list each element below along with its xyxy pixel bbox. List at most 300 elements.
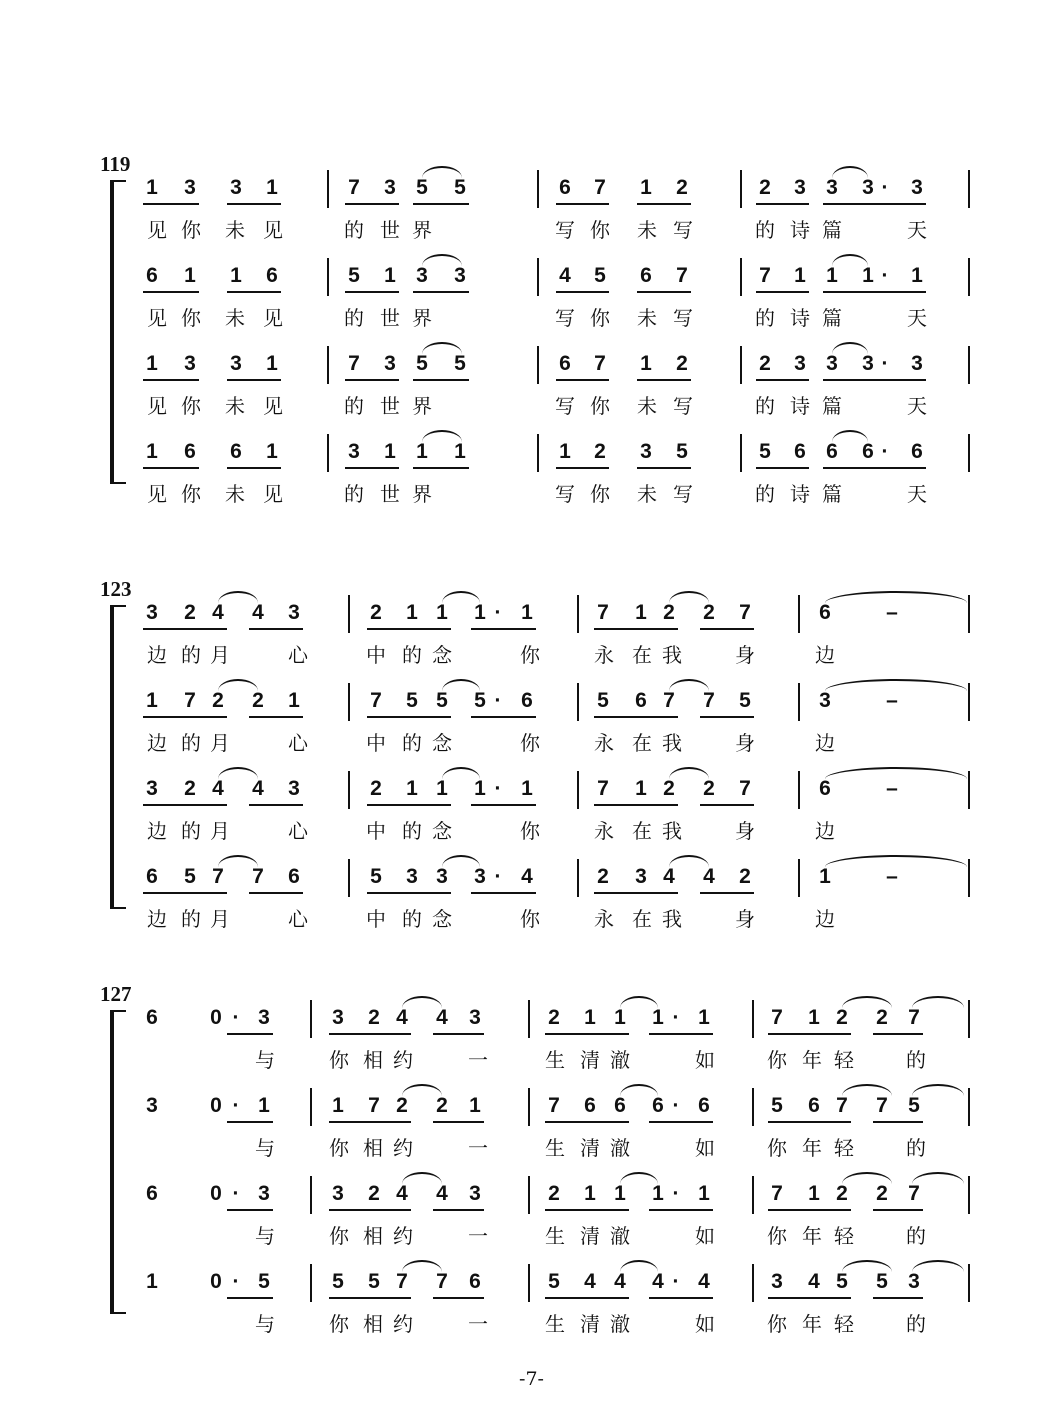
lyric-syllable: 你: [590, 394, 610, 418]
note: 2: [548, 1006, 560, 1029]
beam-underline: [181, 628, 227, 630]
barline: [528, 1176, 530, 1214]
measure-number: 123: [100, 577, 132, 601]
barline: [968, 595, 970, 633]
note: 6: [559, 176, 571, 199]
lyric-syllable: 世: [380, 394, 400, 418]
note: 3: [258, 1006, 270, 1029]
beam-underline: [365, 1209, 411, 1211]
lyric-syllable: 身: [735, 907, 755, 931]
note: 1: [469, 1094, 481, 1117]
lyric-syllable: 生: [545, 1312, 565, 1336]
barline: [798, 771, 800, 809]
note: 2: [597, 865, 609, 888]
beam-underline: [143, 203, 199, 205]
lyric-syllable: 见: [263, 218, 283, 242]
note: 6: [521, 689, 533, 712]
barline: [968, 170, 970, 208]
note: 2: [368, 1182, 380, 1205]
note: 4: [396, 1006, 408, 1029]
note: 5: [258, 1270, 270, 1293]
tie-arc: [832, 342, 868, 354]
tie-arc: [218, 679, 258, 691]
beam-underline: [581, 1033, 629, 1035]
note: 3: [288, 601, 300, 624]
lyric-syllable: 边: [147, 731, 167, 755]
lyric-syllable: 你: [590, 482, 610, 506]
lyric-syllable: 永: [594, 731, 614, 755]
note: 1: [146, 440, 158, 463]
note: 5: [348, 264, 360, 287]
tie-arc: [825, 767, 967, 779]
barline: [537, 346, 539, 384]
note: 1: [384, 264, 396, 287]
lyric-syllable: 一: [468, 1048, 488, 1072]
note: 3: [146, 601, 158, 624]
beam-underline: [227, 1297, 273, 1299]
beam-underline: [556, 379, 609, 381]
lyric-syllable: 世: [380, 218, 400, 242]
lyric-syllable: 界: [412, 482, 432, 506]
lyric-syllable: 与: [255, 1136, 275, 1160]
lyric-syllable: 中: [366, 907, 386, 931]
beam-underline: [700, 804, 754, 806]
lyric-syllable: 你: [329, 1312, 349, 1336]
beam-underline: [632, 804, 678, 806]
note: 4: [212, 777, 224, 800]
barline: [798, 683, 800, 721]
lyric-syllable: 澈: [610, 1312, 630, 1336]
note: ·: [232, 1182, 240, 1205]
barline: [348, 771, 350, 809]
note: ·: [494, 865, 502, 888]
note: 3: [635, 865, 647, 888]
note: 7: [908, 1182, 920, 1205]
note: 6: [652, 1094, 664, 1117]
note: 3: [469, 1006, 481, 1029]
note: 1: [819, 865, 831, 888]
beam-underline: [632, 892, 678, 894]
note: 3: [332, 1006, 344, 1029]
note: 5: [739, 689, 751, 712]
note: 5: [676, 440, 688, 463]
voice-3: [0, 1166, 1063, 1254]
note: 1: [614, 1006, 626, 1029]
note: 6: [794, 440, 806, 463]
note: 6: [614, 1094, 626, 1117]
note: 5: [908, 1094, 920, 1117]
lyric-syllable: 的: [402, 819, 422, 843]
lyric-syllable: 生: [545, 1048, 565, 1072]
note: 1: [406, 601, 418, 624]
lyric-syllable: 年: [802, 1048, 822, 1072]
note: 6: [640, 264, 652, 287]
barline: [752, 1264, 754, 1302]
note: 4: [698, 1270, 710, 1293]
lyric-syllable: 的: [344, 482, 364, 506]
note: ·: [672, 1094, 680, 1117]
lyric-syllable: 如: [695, 1048, 715, 1072]
note: 7: [548, 1094, 560, 1117]
note: 2: [212, 689, 224, 712]
lyric-syllable: 的: [755, 306, 775, 330]
barline: [528, 1264, 530, 1302]
tie-arc: [825, 855, 967, 867]
note: 1: [266, 176, 278, 199]
lyric-syllable: 心: [288, 819, 308, 843]
note: 7: [252, 865, 264, 888]
note: 2: [548, 1182, 560, 1205]
tie-arc: [402, 996, 442, 1008]
lyric-syllable: 生: [545, 1136, 565, 1160]
note: 3: [332, 1182, 344, 1205]
lyric-syllable: 你: [329, 1048, 349, 1072]
barline: [798, 859, 800, 897]
lyric-syllable: 相: [363, 1048, 383, 1072]
tie-arc: [402, 1084, 442, 1096]
note: 7: [759, 264, 771, 287]
lyric-syllable: 轻: [834, 1048, 854, 1072]
lyric-syllable: 如: [695, 1312, 715, 1336]
note: 1: [258, 1094, 270, 1117]
lyric-syllable: 边: [147, 643, 167, 667]
beam-underline: [756, 379, 809, 381]
beam-underline: [805, 1033, 851, 1035]
voice-2: [0, 1078, 1063, 1166]
lyric-syllable: 见: [147, 394, 167, 418]
barline: [968, 434, 970, 472]
lyric-syllable: 的: [402, 731, 422, 755]
tie-arc: [620, 1172, 658, 1184]
tie-arc: [842, 1172, 892, 1184]
note: 5: [836, 1270, 848, 1293]
lyric-syllable: 的: [755, 218, 775, 242]
barline: [968, 1000, 970, 1038]
note: 7: [396, 1270, 408, 1293]
note: 1: [332, 1094, 344, 1117]
beam-underline: [649, 1033, 713, 1035]
note: 7: [663, 689, 675, 712]
lyric-syllable: 你: [520, 731, 540, 755]
note: 3: [146, 777, 158, 800]
lyric-syllable: 的: [755, 394, 775, 418]
voice-1: [0, 990, 1063, 1078]
page-number: -7-: [519, 1368, 544, 1390]
note: 3: [258, 1182, 270, 1205]
lyric-syllable: 澈: [610, 1136, 630, 1160]
tie-arc: [442, 591, 480, 603]
beam-underline: [859, 203, 926, 205]
note: 1: [146, 689, 158, 712]
note: 2: [663, 601, 675, 624]
lyric-syllable: 约: [393, 1136, 413, 1160]
barline: [968, 859, 970, 897]
lyric-syllable: 的: [906, 1048, 926, 1072]
note: 1: [794, 264, 806, 287]
voice-1: [0, 160, 1063, 248]
beam-underline: [345, 467, 399, 469]
lyric-syllable: 如: [695, 1224, 715, 1248]
note: 3: [640, 440, 652, 463]
beam-underline: [227, 1121, 273, 1123]
note: 1: [406, 777, 418, 800]
note: 3: [436, 865, 448, 888]
lyric-syllable: 相: [363, 1136, 383, 1160]
lyric-syllable: 月: [210, 643, 230, 667]
beam-underline: [805, 1209, 851, 1211]
barline: [310, 1264, 312, 1302]
note: 2: [759, 352, 771, 375]
lyric-syllable: 见: [263, 482, 283, 506]
tie-arc: [442, 679, 480, 691]
lyric-syllable: 你: [767, 1048, 787, 1072]
lyric-syllable: 与: [255, 1312, 275, 1336]
note: 4: [252, 601, 264, 624]
note: 4: [212, 601, 224, 624]
note: 5: [368, 1270, 380, 1293]
tie-arc: [669, 767, 709, 779]
beam-underline: [345, 379, 399, 381]
lyric-syllable: 世: [380, 482, 400, 506]
beam-underline: [649, 1121, 713, 1123]
note: 2: [836, 1006, 848, 1029]
lyric-syllable: 月: [210, 819, 230, 843]
lyric-syllable: 身: [735, 819, 755, 843]
measure-number: 119: [100, 152, 131, 176]
beam-underline: [859, 379, 926, 381]
note: ·: [494, 601, 502, 624]
note: 4: [614, 1270, 626, 1293]
lyric-syllable: 我: [662, 731, 682, 755]
barline: [740, 346, 742, 384]
tie-arc: [218, 855, 258, 867]
barline: [310, 1000, 312, 1038]
beam-underline: [181, 804, 227, 806]
lyric-syllable: 我: [662, 819, 682, 843]
beam-underline: [249, 628, 303, 630]
tie-arc: [442, 855, 480, 867]
beam-underline: [181, 892, 227, 894]
tie-arc: [620, 1260, 658, 1272]
note: 2: [676, 352, 688, 375]
lyric-syllable: 见: [147, 218, 167, 242]
note: 1: [698, 1006, 710, 1029]
tie-arc: [912, 1084, 964, 1096]
barline: [968, 258, 970, 296]
lyric-syllable: 在: [632, 907, 652, 931]
lyric-syllable: 你: [181, 218, 201, 242]
lyric-syllable: 天: [907, 482, 927, 506]
note: 2: [676, 176, 688, 199]
lyric-syllable: 年: [802, 1312, 822, 1336]
lyric-syllable: 念: [432, 643, 452, 667]
note: 3: [230, 176, 242, 199]
tie-arc: [402, 1172, 442, 1184]
lyric-syllable: 心: [288, 731, 308, 755]
tie-arc: [832, 254, 868, 266]
voice-4: [0, 849, 1063, 937]
lyric-syllable: 天: [907, 306, 927, 330]
lyric-syllable: 一: [468, 1312, 488, 1336]
beam-underline: [649, 1209, 713, 1211]
note: 3: [794, 352, 806, 375]
note: 2: [370, 601, 382, 624]
note: 7: [771, 1182, 783, 1205]
beam-underline: [345, 203, 399, 205]
note: 7: [184, 689, 196, 712]
note: 6: [146, 264, 158, 287]
note: 4: [703, 865, 715, 888]
beam-underline: [632, 628, 678, 630]
lyric-syllable: 写: [673, 306, 693, 330]
beam-underline: [365, 1121, 411, 1123]
note: 1: [640, 352, 652, 375]
tie-arc: [669, 591, 709, 603]
note: 4: [584, 1270, 596, 1293]
barline: [537, 258, 539, 296]
note: 1: [635, 777, 647, 800]
note: 4: [436, 1006, 448, 1029]
note: 1: [559, 440, 571, 463]
lyric-syllable: 你: [520, 643, 540, 667]
lyric-syllable: 你: [181, 394, 201, 418]
lyric-syllable: 边: [815, 643, 835, 667]
note: 1: [698, 1182, 710, 1205]
lyric-syllable: 你: [767, 1312, 787, 1336]
note: –: [886, 777, 898, 800]
beam-underline: [805, 1121, 851, 1123]
note: 0: [210, 1270, 222, 1293]
lyric-syllable: 身: [735, 731, 755, 755]
note: 4: [652, 1270, 664, 1293]
lyric-syllable: 念: [432, 731, 452, 755]
note: –: [886, 601, 898, 624]
lyric-syllable: 界: [412, 394, 432, 418]
lyric-syllable: 的: [402, 907, 422, 931]
beam-underline: [700, 716, 754, 718]
note: 6: [146, 1006, 158, 1029]
beam-underline: [637, 379, 691, 381]
lyric-syllable: 约: [393, 1312, 413, 1336]
lyric-syllable: 界: [412, 306, 432, 330]
note: 2: [836, 1182, 848, 1205]
lyric-syllable: 中: [366, 643, 386, 667]
lyric-syllable: 清: [580, 1312, 600, 1336]
lyric-syllable: 清: [580, 1136, 600, 1160]
tie-arc: [842, 1260, 892, 1272]
tie-arc: [422, 166, 462, 178]
lyric-syllable: 念: [432, 819, 452, 843]
beam-underline: [433, 1297, 484, 1299]
note: 2: [703, 601, 715, 624]
lyric-syllable: 见: [263, 394, 283, 418]
lyric-syllable: 中: [366, 819, 386, 843]
lyric-syllable: 我: [662, 907, 682, 931]
note: 3: [862, 176, 874, 199]
note: 1: [521, 777, 533, 800]
note: 1: [266, 440, 278, 463]
lyric-syllable: 清: [580, 1048, 600, 1072]
lyric-syllable: 见: [263, 306, 283, 330]
lyric-syllable: 的: [906, 1136, 926, 1160]
lyric-syllable: 未: [637, 394, 657, 418]
note: 6: [826, 440, 838, 463]
lyric-syllable: 的: [344, 394, 364, 418]
lyric-syllable: 永: [594, 907, 614, 931]
lyric-syllable: 写: [555, 482, 575, 506]
note: 1: [146, 176, 158, 199]
beam-underline: [249, 804, 303, 806]
tie-arc: [912, 1260, 964, 1272]
note: ·: [232, 1094, 240, 1117]
barline: [310, 1176, 312, 1214]
lyric-syllable: 诗: [790, 482, 810, 506]
note: 0: [210, 1094, 222, 1117]
lyric-syllable: 的: [181, 731, 201, 755]
beam-underline: [249, 716, 303, 718]
lyric-syllable: 的: [181, 819, 201, 843]
note: 4: [436, 1182, 448, 1205]
lyric-syllable: 相: [363, 1224, 383, 1248]
beam-underline: [227, 1033, 273, 1035]
lyric-syllable: 在: [632, 819, 652, 843]
note: 1: [384, 440, 396, 463]
lyric-syllable: 心: [288, 907, 308, 931]
note: 3: [348, 440, 360, 463]
note: 1: [436, 601, 448, 624]
note: 5: [474, 689, 486, 712]
lyric-syllable: 篇: [822, 218, 842, 242]
tie-arc: [832, 430, 868, 442]
lyric-syllable: 写: [555, 218, 575, 242]
lyric-syllable: 如: [695, 1136, 715, 1160]
barline: [798, 595, 800, 633]
note: 1: [635, 601, 647, 624]
voice-2: [0, 248, 1063, 336]
barline: [537, 170, 539, 208]
note: 5: [597, 689, 609, 712]
beam-underline: [556, 467, 609, 469]
beam-underline: [365, 1033, 411, 1035]
barline: [577, 595, 579, 633]
beam-underline: [873, 1121, 923, 1123]
lyric-syllable: 诗: [790, 394, 810, 418]
lyric-syllable: 未: [637, 482, 657, 506]
lyric-syllable: 你: [520, 907, 540, 931]
lyric-syllable: 澈: [610, 1048, 630, 1072]
note: –: [886, 689, 898, 712]
beam-underline: [345, 291, 399, 293]
beam-underline: [756, 467, 809, 469]
barline: [577, 859, 579, 897]
voice-1: [0, 585, 1063, 673]
voice-4: [0, 424, 1063, 512]
note: 0: [210, 1006, 222, 1029]
lyric-syllable: 约: [393, 1048, 413, 1072]
note: 1: [436, 777, 448, 800]
note: 3: [184, 176, 196, 199]
note: 2: [184, 777, 196, 800]
lyric-syllable: 篇: [822, 394, 842, 418]
lyric-syllable: 未: [225, 482, 245, 506]
tie-arc: [912, 996, 964, 1008]
beam-underline: [433, 1121, 484, 1123]
note: ·: [232, 1006, 240, 1029]
note: 2: [739, 865, 751, 888]
lyric-syllable: 未: [225, 218, 245, 242]
beam-underline: [181, 716, 227, 718]
note: 6: [635, 689, 647, 712]
